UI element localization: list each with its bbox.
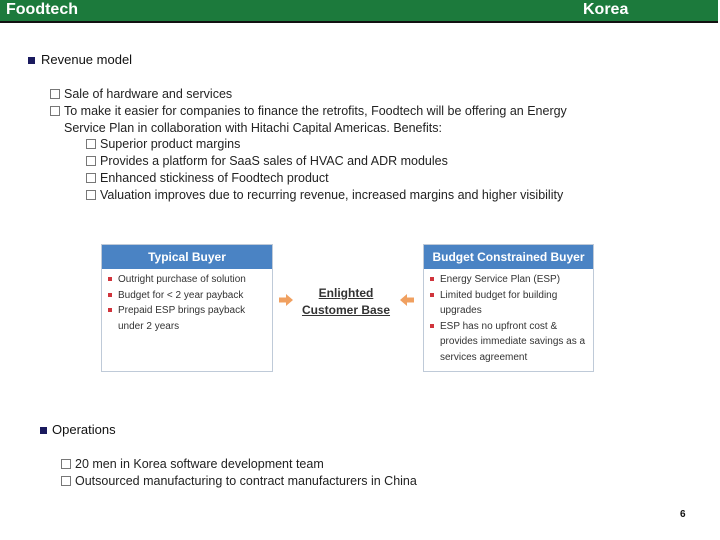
checkbox-icon bbox=[86, 173, 96, 183]
benefit-item: Enhanced stickiness of Foodtech product bbox=[86, 171, 329, 185]
card-item: Outright purchase of solution bbox=[106, 272, 268, 288]
card-item: Limited budget for building upgrades bbox=[428, 288, 589, 319]
operations-item: Outsourced manufacturing to contract manufacturers in China bbox=[61, 474, 417, 488]
section-bullet-icon bbox=[40, 427, 47, 434]
typical-buyer-card bbox=[101, 244, 273, 372]
revenue-heading: Revenue model bbox=[41, 52, 133, 67]
revenue-item: Sale of hardware and services bbox=[50, 87, 232, 101]
checkbox-icon bbox=[50, 106, 60, 116]
card-item: Budget for < 2 year payback bbox=[106, 288, 268, 304]
checkbox-icon bbox=[50, 89, 60, 99]
page-number: 6 bbox=[680, 509, 686, 520]
arrow-right-icon bbox=[279, 294, 293, 306]
checkbox-icon bbox=[86, 156, 96, 166]
header-title-right: Korea bbox=[583, 1, 629, 18]
card-title: Budget Constrained Buyer bbox=[424, 245, 593, 269]
benefit-item: Superior product margins bbox=[86, 137, 240, 151]
card-item: Energy Service Plan (ESP) bbox=[428, 272, 589, 288]
customer-base-label: Enlighted Customer Base bbox=[301, 286, 391, 317]
checkbox-icon bbox=[61, 459, 71, 469]
card-title: Typical Buyer bbox=[102, 245, 272, 269]
benefit-item: Provides a platform for SaaS sales of HVAC and ADR modules bbox=[86, 154, 448, 168]
checkbox-icon bbox=[86, 139, 96, 149]
card-item: Prepaid ESP brings payback under 2 years bbox=[106, 303, 268, 334]
benefit-item: Valuation improves due to recurring revenue, increased margins and higher visibility bbox=[86, 188, 563, 202]
card-item: ESP has no upfront cost & provides immediate savings as a services agreement bbox=[428, 319, 589, 366]
operations-heading: Operations bbox=[52, 422, 116, 437]
revenue-item-continuation: Service Plan in collaboration with Hitachi Capital Americas. Benefits: bbox=[64, 121, 442, 135]
revenue-item: To make it easier for companies to finance the retrofits, Foodtech will be offering an Energy bbox=[50, 104, 567, 118]
arrow-left-icon bbox=[400, 294, 414, 306]
section-bullet-icon bbox=[28, 57, 35, 64]
checkbox-icon bbox=[86, 190, 96, 200]
checkbox-icon bbox=[61, 476, 71, 486]
budget-constrained-buyer-card bbox=[423, 244, 594, 372]
title-bar bbox=[0, 0, 718, 23]
header-title-left: Foodtech bbox=[6, 1, 78, 18]
operations-item: 20 men in Korea software development team bbox=[61, 457, 324, 471]
